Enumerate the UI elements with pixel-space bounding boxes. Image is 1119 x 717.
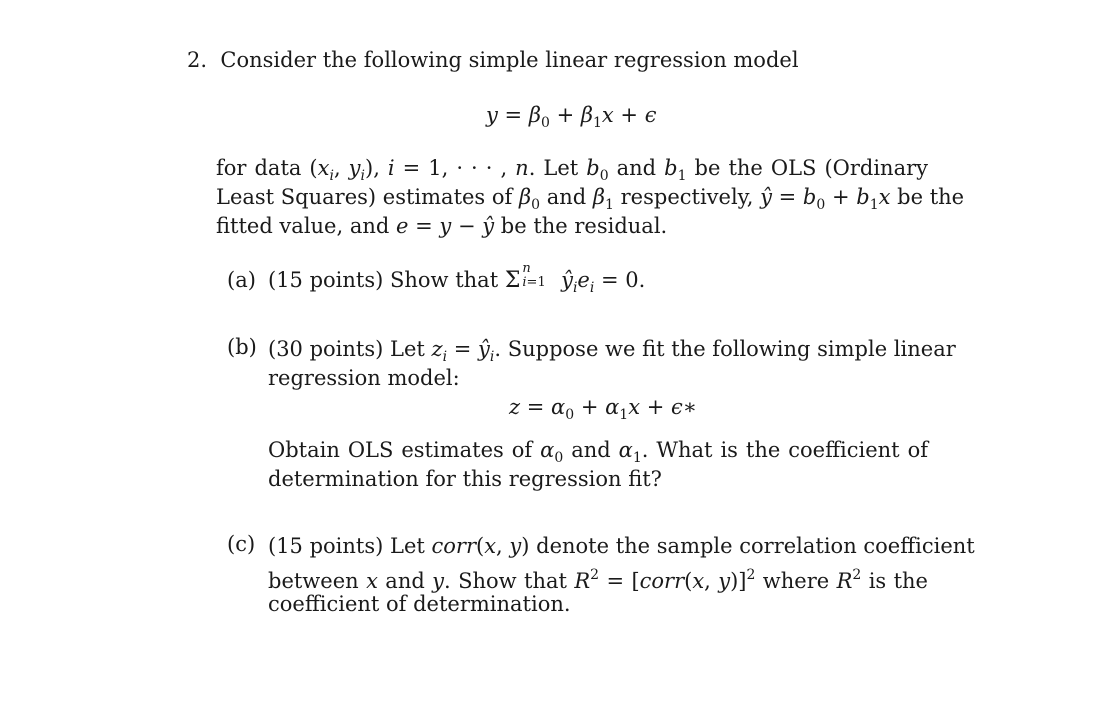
part-a-label: (a) [227,268,256,292]
part-a-text: (15 points) Show that Σ n i=1 $ŷ_ie_i = 0$. [268,261,646,296]
problem-intro: Consider the following simple linear regression model [220,48,799,72]
part-c-line1: (15 points) Let corr(x, y) denote the sample correlation coefficient [268,534,975,558]
part-c-line2: between x and y. Show that $R^2$ = [corr(x, y)]$^2$ where $R^2$ is the [268,567,928,593]
problem-para-line2: Least Squares) estimates of $\beta_0$ and $\beta_1$ respectively, ŷ = $b_0 + b_1x$ be the [216,185,965,213]
part-b-line4: determination for this regression fit? [268,467,662,491]
problem-para-line3: fitted value, and e = y − ŷ be the residual. [216,214,668,238]
problem-para-line1: for data ($x_i$, $y_i$), i = 1, · · · , n. Let $b_0$ and $b_1$ be the OLS (Ordinary [216,156,928,184]
part-b-equation: $z = \alpha_0 + \alpha_1x$ + ϵ∗ [509,395,698,423]
part-b-line2: regression model: [268,366,460,390]
part-b-line1: (30 points) Let $z_i$ = $ŷ_i$. Suppose we fit the following simple linear [268,337,956,365]
part-b-line3: Obtain OLS estimates of $\alpha_0$ and $\alpha_1$. What is the coefficient of [268,438,928,466]
part-b-label: (b) [227,335,257,359]
problem-number: 2. [187,48,208,72]
model-equation: $y = \beta_0 + \beta_1x + \epsilon$ [486,103,657,131]
part-c-line3: coefficient of determination. [268,592,571,616]
part-c-label: (c) [227,532,256,556]
problem-heading [187,48,799,72]
